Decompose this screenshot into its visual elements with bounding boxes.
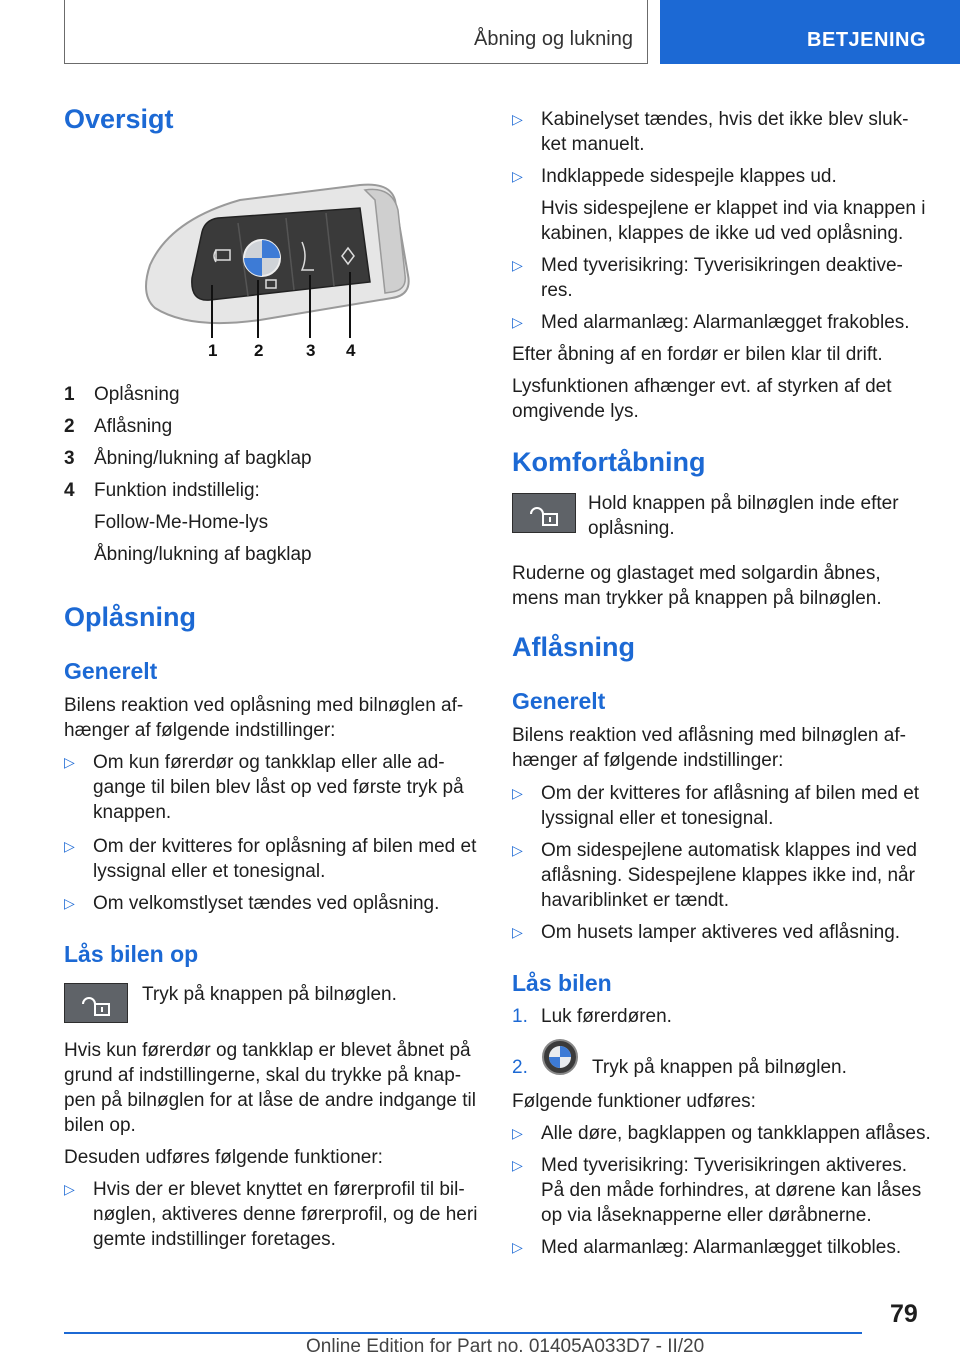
bullet-triangle-icon: ▷: [512, 111, 523, 127]
general-intro-left-1: Bilens reaktion ved oplåsning med bilnøglen af-: [64, 695, 464, 716]
bullet-triangle-icon: ▷: [512, 168, 523, 184]
bullet-triangle-icon: ▷: [512, 257, 523, 273]
legend-text-3: Åbning/lukning af bagklap: [94, 448, 312, 469]
step-text-2: Tryk på knappen på bilnøglen.: [592, 1057, 847, 1078]
legend-num-2: 2: [64, 416, 75, 437]
comfort-heading: Komfortåbning: [512, 447, 706, 477]
running-header: [64, 0, 648, 64]
comfort-para-2: mens man trykker på knappen på bilnøglen.: [512, 588, 882, 609]
para-light-2: omgivende lys.: [512, 401, 639, 422]
general-intro-right-1: Bilens reaktion ved aflåsning med bilnøglen af-: [512, 725, 906, 746]
comfort-instruction-1: Hold knappen på bilnøglen inde efter: [588, 493, 899, 514]
section-tab-label: BETJENING: [807, 29, 926, 51]
bullet-triangle-icon: ▷: [512, 924, 523, 940]
unlock-button-icon: [512, 493, 576, 533]
legend-sub-1: Follow-Me-Home-lys: [94, 512, 269, 533]
legend-text-4: Funktion indstillelig:: [94, 480, 260, 501]
legend-text-2: Aflåsning: [94, 416, 173, 437]
general-heading-right: Generelt: [512, 688, 606, 714]
bullet-triangle-icon: ▷: [512, 1239, 523, 1255]
following-functions: Følgende funktioner udføres:: [512, 1091, 756, 1112]
para-1-line-1: Hvis kun førerdør og tankklap er blevet åbnet på: [64, 1040, 471, 1061]
legend-num-3: 3: [64, 448, 75, 469]
bmw-logo-icon: [541, 1038, 579, 1076]
running-header-title: Åbning og lukning: [473, 28, 633, 50]
figure-label-1: 1: [208, 341, 218, 360]
key-fob-illustration: [130, 180, 420, 360]
mirror-note-1: Hvis sidespejlene er klappet ind via knappen i: [541, 198, 926, 219]
bullet-triangle-icon: ▷: [512, 842, 523, 858]
bullet-triangle-icon: ▷: [512, 314, 523, 330]
overview-heading: Oversigt: [64, 104, 174, 134]
bullet-triangle-icon: ▷: [512, 1157, 523, 1173]
para-2: Desuden udføres følgende funktioner:: [64, 1147, 383, 1168]
lock-car-heading: Lås bilen: [512, 970, 612, 996]
bullet-triangle-icon: ▷: [64, 1181, 75, 1197]
comfort-para-1: Ruderne og glastaget med solgardin åbnes,: [512, 563, 881, 584]
step-num-2: 2.: [512, 1057, 528, 1078]
unlock-button-icon: [64, 983, 128, 1023]
bullet-triangle-icon: ▷: [64, 895, 75, 911]
comfort-instruction-2: oplåsning.: [588, 518, 675, 539]
unlock-heading: Oplåsning: [64, 602, 197, 632]
lock-heading: Aflåsning: [512, 632, 636, 662]
para-light-1: Lysfunktionen afhænger evt. af styrken af det: [512, 376, 892, 397]
section-tab: [660, 0, 960, 64]
para-1-line-3: pen på bilnøglen for at låse de andre indgange til: [64, 1090, 476, 1111]
para-1-line-4: bilen op.: [64, 1115, 136, 1136]
para-drive: Efter åbning af en fordør er bilen klar til drift.: [512, 344, 883, 365]
general-intro-right-2: hænger af følgende indstillinger:: [512, 750, 784, 771]
step-text-1: Luk førerdøren.: [541, 1006, 672, 1027]
bullet-triangle-icon: ▷: [512, 1125, 523, 1141]
unlock-car-heading: Lås bilen op: [64, 941, 199, 967]
bullet-triangle-icon: ▷: [512, 785, 523, 801]
legend-num-4: 4: [64, 480, 75, 501]
figure-label-4: 4: [346, 341, 356, 360]
general-intro-left-2: hænger af følgende indstillinger:: [64, 720, 336, 741]
mirror-note-2: kabinen, klappes de ikke ud ved oplåsning.: [541, 223, 904, 244]
legend-num-1: 1: [64, 384, 75, 405]
unlock-car-instruction: Tryk på knappen på bilnøglen.: [142, 984, 397, 1005]
page-number: 79: [890, 1300, 918, 1328]
legend-text-1: Oplåsning: [94, 384, 180, 405]
para-1-line-2: grund af indstillingerne, skal du trykke på knap-: [64, 1065, 462, 1086]
bullet-triangle-icon: ▷: [64, 754, 75, 770]
footer-edition: Online Edition for Part no. 01405A033D7 - II/20: [306, 1336, 705, 1357]
figure-label-3: 3: [306, 341, 316, 360]
footer-divider: [64, 1332, 862, 1334]
legend-sub-2: Åbning/lukning af bagklap: [94, 544, 312, 565]
figure-label-2: 2: [254, 341, 264, 360]
step-num-1: 1.: [512, 1006, 528, 1027]
bullet-triangle-icon: ▷: [64, 838, 75, 854]
general-heading-left: Generelt: [64, 658, 158, 684]
